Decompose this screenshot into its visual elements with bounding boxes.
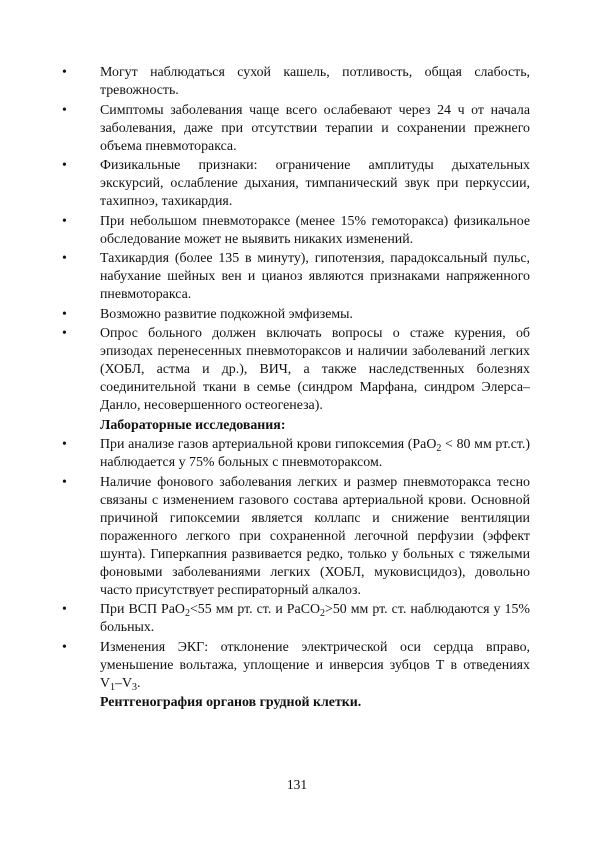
- list-item: [62, 639, 530, 693]
- list-item: [62, 436, 530, 472]
- list-item: [62, 325, 530, 415]
- text-fragment: Изменения ЭКГ: отклонение электрической оси сердца вправо, уменьшение вольтажа, уплощение и инверсия зубцов Т в отведениях V: [100, 639, 530, 691]
- bullet-marker: •: [62, 306, 67, 322]
- section-heading-xray: Рентгенография органов грудной клетки.: [100, 695, 362, 710]
- subscript: 3: [132, 681, 138, 693]
- list-item-text: Наличие фонового заболевания легких и размер пневмоторакса тесно связаны с изменением газового состава артериальной крови. Основной причиной гипоксемии является коллапс и снижение вентиляции пораженного легкого при сохраненной легочной перфузии (эффект шунта). Гиперкапния развивается редко, только у больных с тяжелыми фоновыми заболеваниями легких (ХОБЛ, муковисцидоз), довольно часто присутствует респираторный алкалоз.: [100, 474, 530, 598]
- list-item: [62, 306, 530, 324]
- text-fragment: –V: [115, 675, 133, 691]
- list-item-text: Опрос больного должен включать вопросы о стаже курения, об эпизодах перенесенных пневмотораксов и наличии заболеваний легких (ХОБЛ, астма и др.), ВИЧ, а также наследственных болезнях соединительной ткани в семье (синдром Марфана, синдром Элерса–Данло, несовершенного остеогенеза).: [100, 326, 530, 413]
- list-item-text: Тахикардия (более 135 в минуту), гипотензия, парадоксальный пульс, набухание шейных вен и цианоз являются признаками напряженного пневмоторакса.: [100, 251, 530, 302]
- list-item: [62, 213, 530, 249]
- bullet-marker: •: [62, 158, 67, 173]
- list-item: [62, 474, 530, 600]
- list-item-text: При небольшом пневмотораксе (менее 15% гемоторакса) физикальное обследование может не выявить никаких изменений.: [100, 213, 530, 247]
- text-fragment: При ВСП PaO: [100, 602, 185, 617]
- list-item: [62, 64, 530, 100]
- list-item-text: Физикальные признаки: ограничение амплитуды дыхательных экскурсий, ослабление дыхания, тимпанический звук при перкуссии, тахипноэ, тахикардия.: [100, 158, 530, 209]
- page-body: [62, 64, 530, 714]
- list-item-text: [100, 639, 530, 693]
- section-heading-lab: Лабораторные исследования:: [100, 417, 286, 433]
- text-fragment: .: [137, 675, 141, 691]
- list-item-text: Возможно развитие подкожной эмфиземы.: [100, 306, 353, 322]
- list-item-text: Симптомы заболевания чаще всего ослабевают через 24 ч от начала заболевания, даже при отсутствии терапии и сохранении прежнего объема пневмоторакса.: [100, 102, 530, 154]
- text-fragment: >50 мм рт. ст. наблюдаются у 15% больных.: [100, 602, 530, 635]
- subscript: 2: [320, 608, 325, 619]
- text-fragment: < 80 мм рт.ст.) наблюдается у 75% больных с пневмотораксом.: [100, 437, 530, 470]
- bullet-marker: •: [62, 65, 67, 80]
- bullet-marker: •: [62, 639, 67, 655]
- text-fragment: При анализе газов артериальной крови гипоксемия (PaO: [100, 437, 437, 452]
- page-number: 131: [286, 777, 308, 792]
- subscript: 1: [110, 681, 116, 693]
- list-item: [62, 102, 530, 156]
- bullet-marker: •: [62, 437, 67, 452]
- bullet-marker: •: [62, 474, 67, 490]
- list-item: [62, 157, 530, 211]
- bullet-marker: •: [62, 602, 67, 617]
- list-item-text: [100, 436, 530, 472]
- list-item: [62, 601, 530, 637]
- list-item-text: [100, 601, 530, 637]
- subscript: 2: [436, 443, 442, 454]
- bullet-marker: •: [62, 213, 67, 229]
- subscript: 2: [184, 608, 190, 619]
- text-fragment: <55 мм рт. ст. и PaCO: [189, 602, 320, 617]
- list-item-text: Могут наблюдаться сухой кашель, потливость, общая слабость, тревожность.: [100, 65, 530, 98]
- bullet-marker: •: [62, 102, 67, 118]
- bullet-marker: •: [62, 251, 67, 266]
- bullet-marker: •: [62, 326, 67, 341]
- list-item: [62, 250, 530, 304]
